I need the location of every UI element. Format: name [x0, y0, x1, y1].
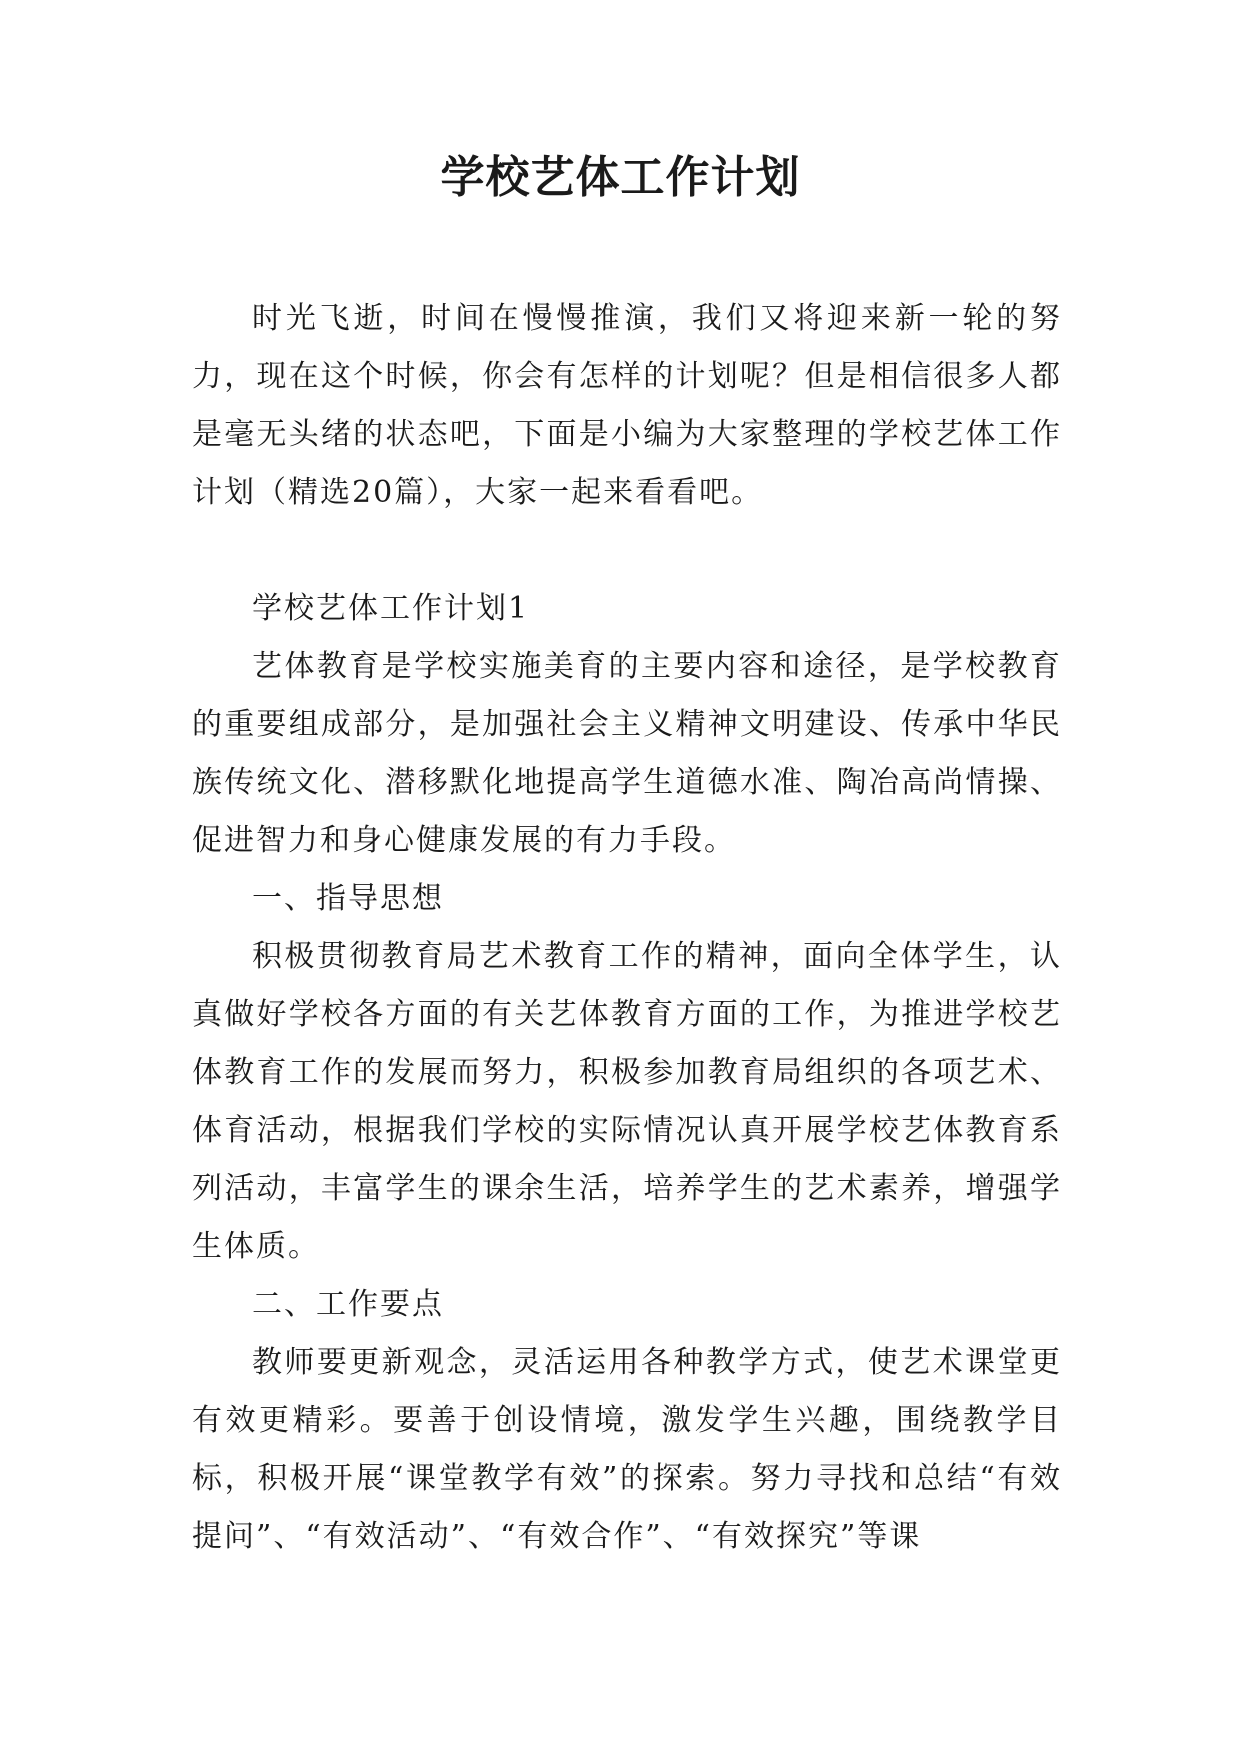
document-title: 学校艺体工作计划 — [440, 152, 801, 203]
body-paragraph-3: 教师要更新观念，灵活运用各种教学方式，使艺术课堂更有效更精彩。要善于创设情境，激发学生兴趣，围绕教学目标，积极开展“课堂教学有效”的探索。努力寻找和总结“有效提问”、“有效活动”、“有效合作”、“有效探究”等课 — [192, 1345, 1062, 1554]
heading-work-points: 二、工作要点 — [252, 1287, 444, 1322]
intro-paragraph: 时光飞逝，时间在慢慢推演，我们又将迎来新一轮的努力，现在这个时候，你会有怎样的计划呢？但是相信很多人都是毫无头绪的状态吧，下面是小编为大家整理的学校艺体工作计划（精选20篇），大家一起来看看吧。 — [192, 301, 1062, 510]
heading-guiding-ideology: 一、指导思想 — [252, 881, 444, 916]
body-paragraph-1: 艺体教育是学校实施美育的主要内容和途径，是学校教育的重要组成部分，是加强社会主义精神文明建设、传承中华民族传统文化、潜移默化地提高学生道德水准、陶冶高尚情操、促进智力和身心健康发展的有力手段。 — [192, 649, 1062, 858]
section-heading: 学校艺体工作计划1 — [252, 591, 530, 626]
body-paragraph-2: 积极贯彻教育局艺术教育工作的精神，面向全体学生，认真做好学校各方面的有关艺体教育方面的工作，为推进学校艺体教育工作的发展而努力，积极参加教育局组织的各项艺术、体育活动，根据我们学校的实际情况认真开展学校艺体教育系列活动，丰富学生的课余生活，培养学生的艺术素养，增强学生体质。 — [192, 939, 1062, 1264]
paragraph-spacer — [192, 522, 1062, 580]
document-body — [192, 290, 1062, 1566]
